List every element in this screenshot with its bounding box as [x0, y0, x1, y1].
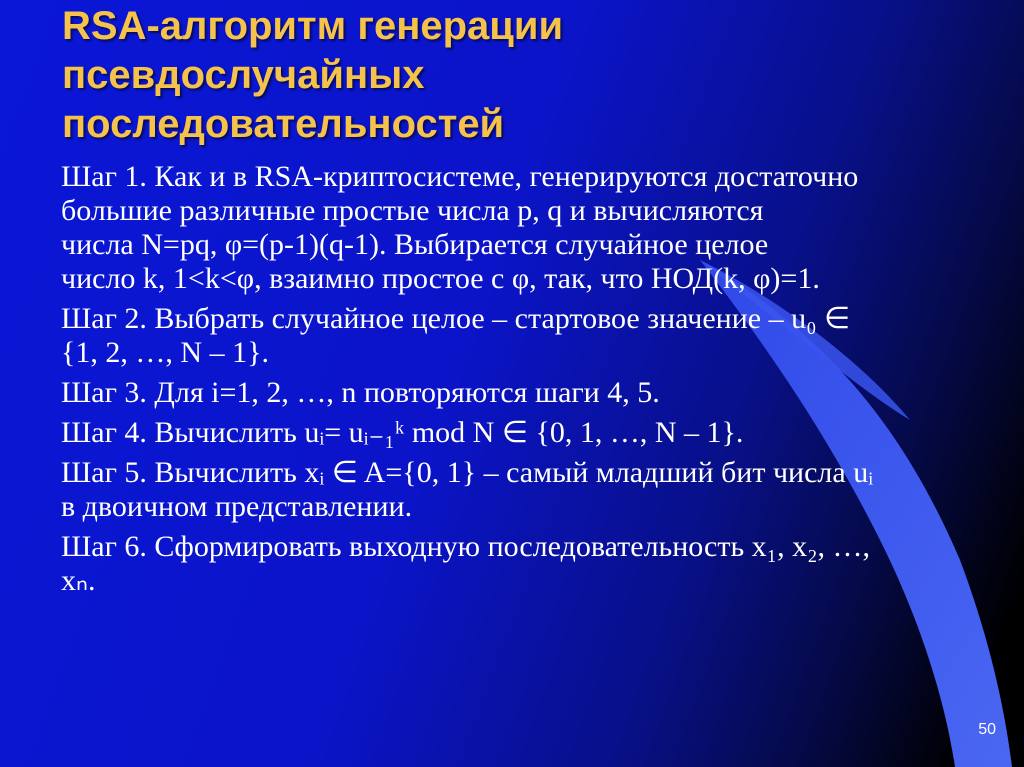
slide-title-line: псевдослучайных	[62, 53, 425, 97]
slide-title	[62, 2, 962, 149]
step-line: в двоичном представлении.	[61, 490, 413, 523]
step-6	[61, 530, 996, 598]
step-line: Шаг 4. Вычислить uᵢ= uᵢ₋₁ᵏ mod N ∈ {0, 1, …, N – 1}.	[61, 416, 744, 449]
step-4	[61, 416, 996, 450]
step-2	[61, 302, 996, 370]
steps-list	[61, 160, 996, 604]
step-line: Шаг 5. Вычислить xᵢ ∈ A={0, 1} – самый младший бит числа uᵢ	[61, 456, 874, 489]
step-line: Шаг 1. Как и в RSA-криптосистеме, генерируются достаточно	[61, 160, 859, 193]
step-line: число k, 1<k<φ, взаимно простое с φ, так, что НОД(k, φ)=1.	[61, 262, 820, 295]
step-line: числа N=pq, φ=(p-1)(q-1). Выбирается случайное целое	[61, 228, 769, 261]
step-1	[61, 160, 996, 296]
step-3	[61, 376, 996, 410]
step-line: Шаг 2. Выбрать случайное целое – стартовое значение – u₀ ∈	[61, 302, 851, 335]
step-line: Шаг 3. Для i=1, 2, …, n повторяются шаги 4, 5.	[61, 376, 660, 409]
slide-title-line: RSA-алгоритм генерации	[62, 4, 564, 48]
step-line: {1, 2, …, N – 1}.	[61, 336, 269, 369]
step-line: большие различные простые числа p, q и вычисляются	[61, 194, 764, 227]
page-number: 50	[978, 721, 996, 738]
step-5	[61, 456, 996, 524]
slide-title-line: последовательностей	[62, 102, 505, 146]
step-line: Шаг 6. Сформировать выходную последовательность x₁, x₂, …,	[61, 530, 871, 563]
step-line: xₙ.	[61, 564, 96, 597]
